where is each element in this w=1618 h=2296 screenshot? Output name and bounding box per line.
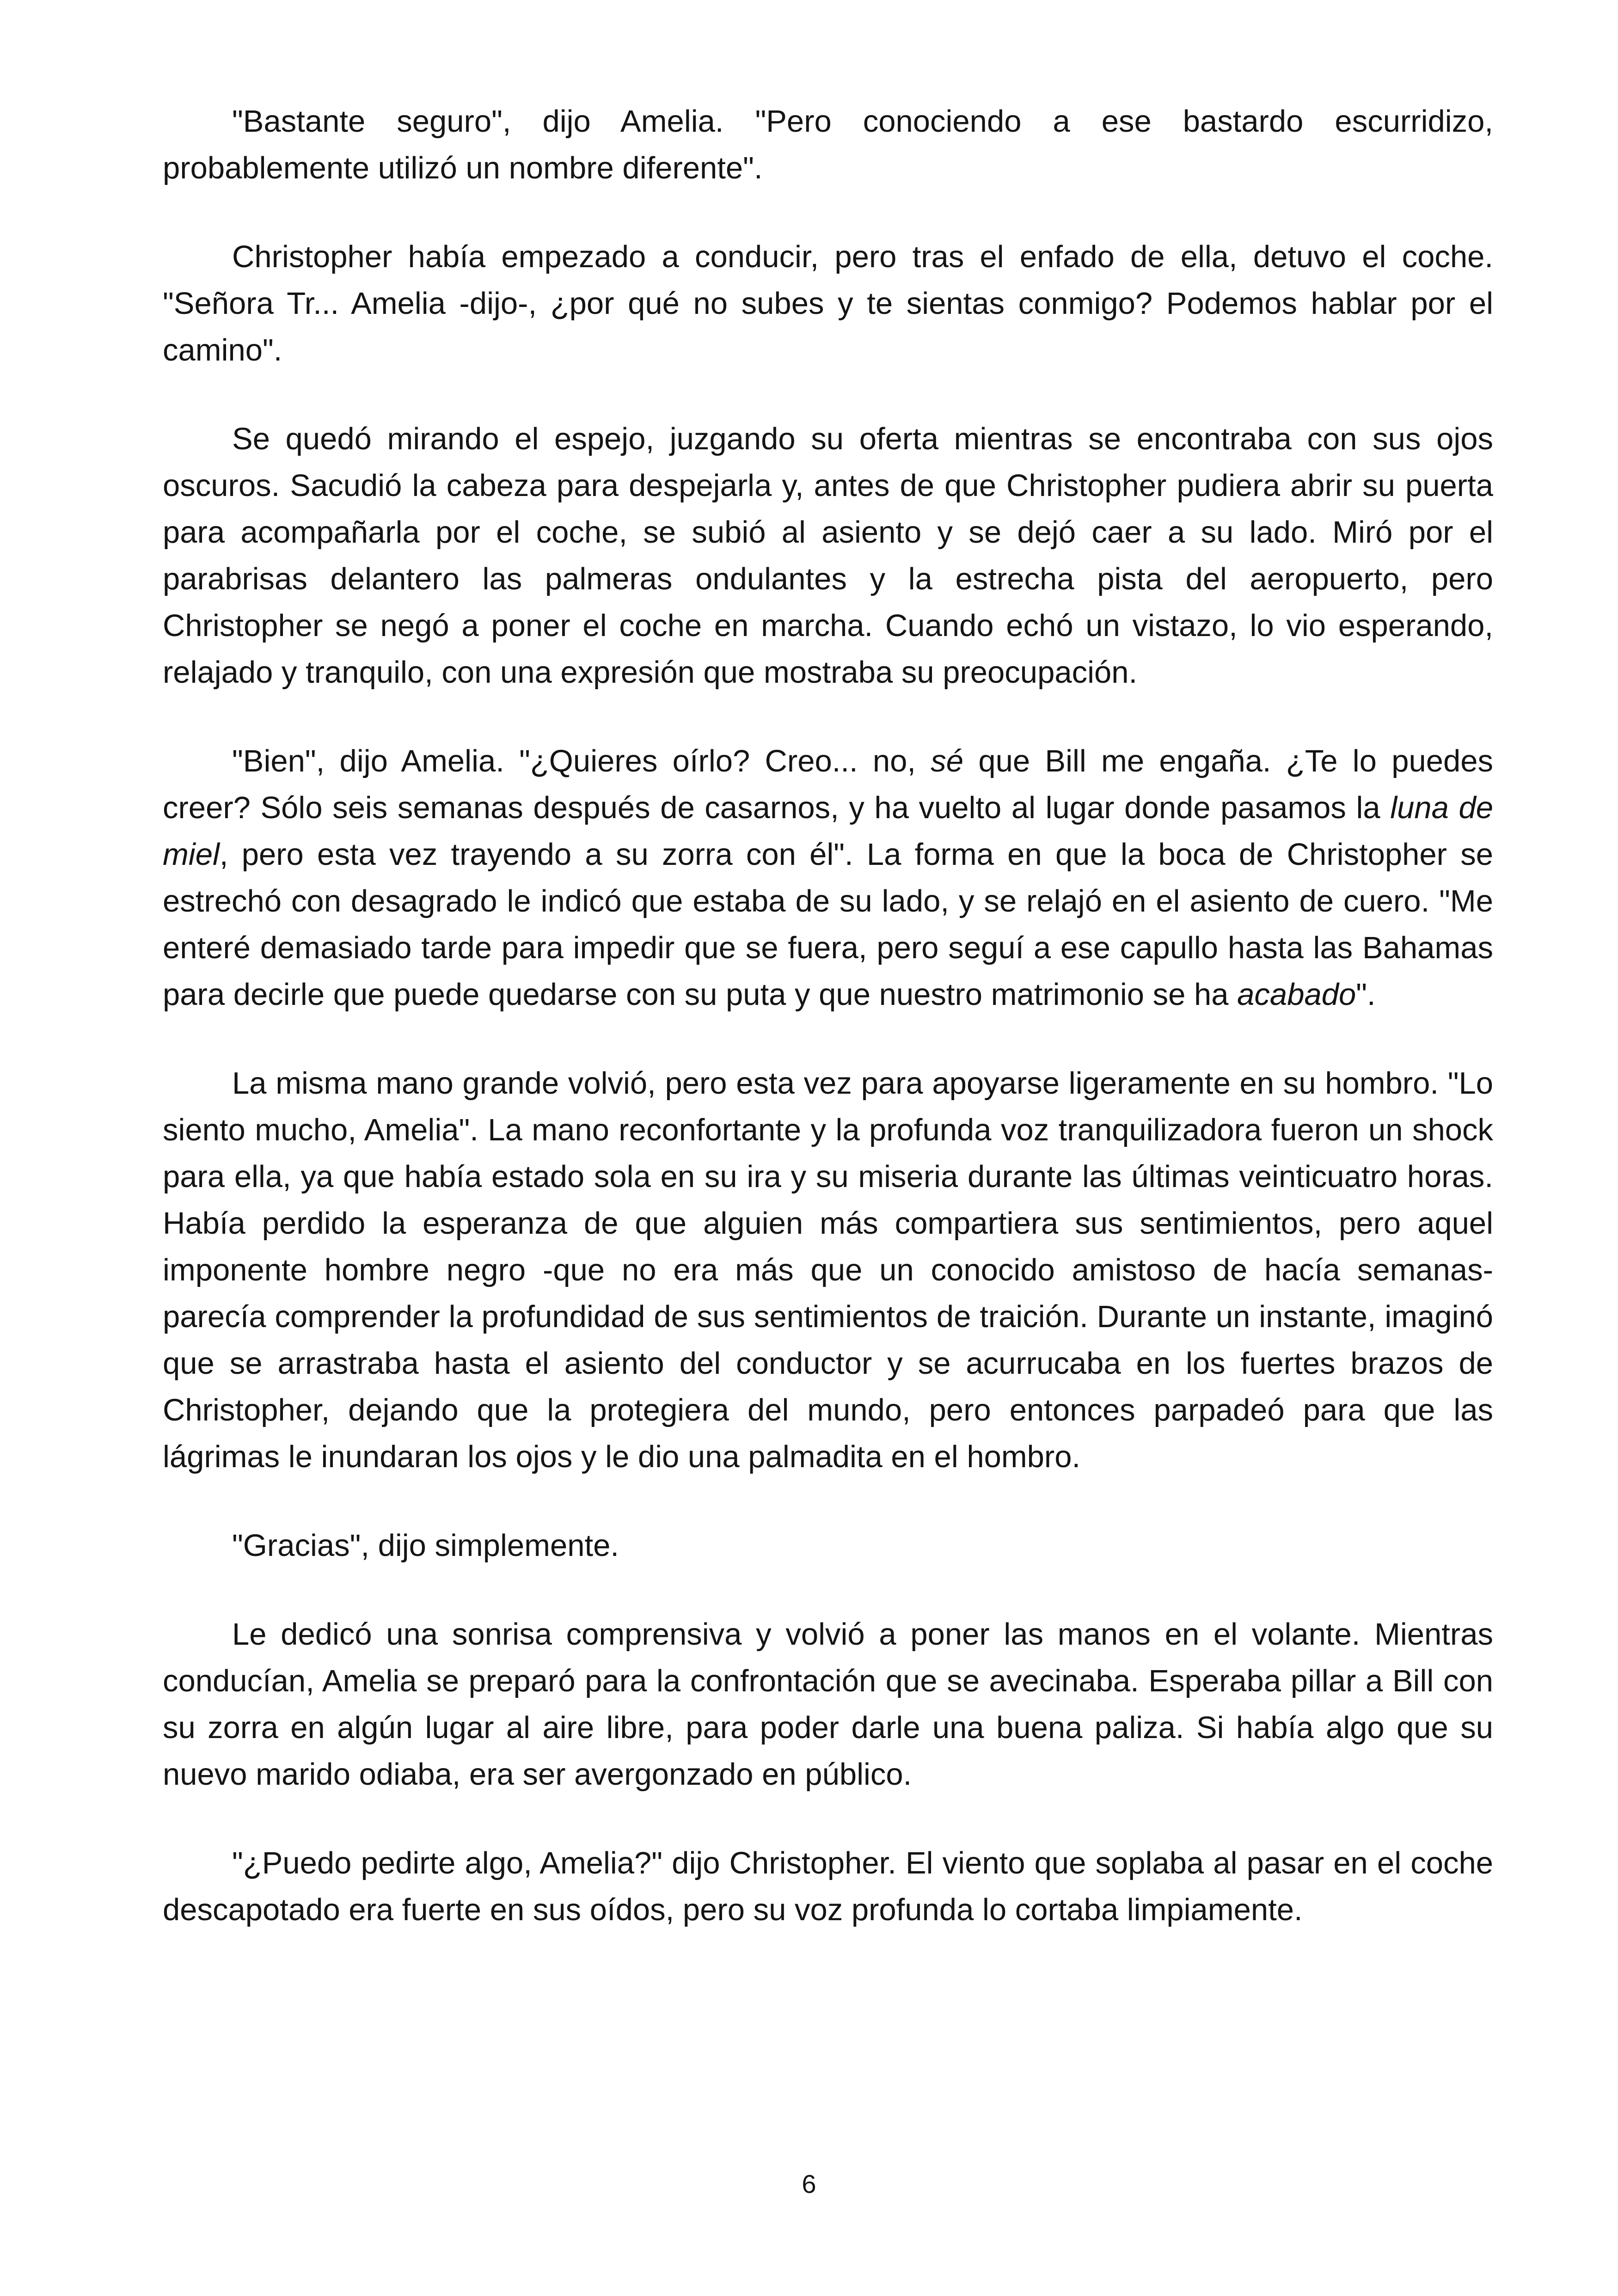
- paragraph: [163, 1611, 1493, 1798]
- text-run: "Gracias", dijo simplemente.: [232, 1528, 619, 1563]
- text-run: , pero esta vez trayendo a su zorra con él". La forma en que la boca de Christopher se estrechó con desagrado le indicó que estaba de su lado, y se relajó en el asiento de cuero. "Me enteré demasiado tarde para impedir que se fuera, pero seguí a ese capullo hasta las Bahamas para decirle que puede quedarse con su puta y que nuestro matrimonio se ha: [163, 837, 1493, 1012]
- paragraph: [163, 1060, 1493, 1480]
- text-run: Christopher había empezado a conducir, pero tras el enfado de ella, detuvo el coche. "Señora Tr... Amelia -dijo-, ¿por qué no subes y te sientas conmigo? Podemos hablar por el camino".: [163, 239, 1493, 367]
- emphasis: sé: [931, 744, 964, 778]
- emphasis: acabado: [1237, 977, 1356, 1012]
- paragraph: [163, 738, 1493, 1018]
- text-run: que Bill me engaña. ¿Te lo puedes creer? Sólo seis semanas después de casarnos, y ha vuelto al lugar donde pasamos la: [163, 744, 1493, 825]
- text-run: "¿Puedo pedirte algo, Amelia?" dijo Christopher. El viento que soplaba al pasar en el coche descapotado era fuerte en sus oídos, pero su voz profunda lo cortaba limpiamente.: [163, 1846, 1493, 1927]
- text-run: Se quedó mirando el espejo, juzgando su oferta mientras se encontraba con sus ojos oscuros. Sacudió la cabeza para despejarla y, antes de que Christopher pudiera abrir su puerta para acompañarla por el coche, se subió al asiento y se dejó caer a su lado. Miró por el parabrisas delantero las palmeras ondulantes y la estrecha pista del aeropuerto, pero Christopher se negó a poner el coche en marcha. Cuando echó un vistazo, lo vio esperando, relajado y tranquilo, con una expresión que mostraba su preocupación.: [163, 422, 1493, 690]
- text-run: ".: [1356, 977, 1376, 1012]
- paragraph: [163, 416, 1493, 696]
- text-run: "Bien", dijo Amelia. "¿Quieres oírlo? Creo... no,: [232, 744, 931, 778]
- paragraph: [163, 233, 1493, 373]
- text-run: "Bastante seguro", dijo Amelia. "Pero conociendo a ese bastardo escurridizo, probablemente utilizó un nombre diferente".: [163, 104, 1493, 185]
- paragraph: [163, 1522, 1493, 1569]
- text-run: Le dedicó una sonrisa comprensiva y volvió a poner las manos en el volante. Mientras conducían, Amelia se preparó para la confrontación que se avecinaba. Esperaba pillar a Bill con su zorra en algún lugar al aire libre, para poder darle una buena paliza. Si había algo que su nuevo marido odiaba, era ser avergonzado en público.: [163, 1617, 1493, 1792]
- page-number: 6: [802, 2169, 816, 2198]
- paragraph: [163, 98, 1493, 191]
- text-run: La misma mano grande volvió, pero esta vez para apoyarse ligeramente en su hombro. "Lo siento mucho, Amelia". La mano reconfortante y la profunda voz tranquilizadora fueron un shock para ella, ya que había estado sola en su ira y su miseria durante las últimas veinticuatro horas. Había perdido la esperanza de que alguien más compartiera sus sentimientos, pero aquel imponente hombre negro -que no era más que un conocido amistoso de hacía semanas- parecía comprender la profundidad de sus sentimientos de traición. Durante un instante, imaginó que se arrastraba hasta el asiento del conductor y se acurrucaba en los fuertes brazos de Christopher, dejando que la protegiera del mundo, pero entonces parpadeó para que las lágrimas le inundaran los ojos y le dio una palmadita en el hombro.: [163, 1066, 1493, 1474]
- paragraph: [163, 1840, 1493, 1933]
- emphasis: luna de miel: [163, 790, 1494, 872]
- body-text: [163, 98, 1493, 1933]
